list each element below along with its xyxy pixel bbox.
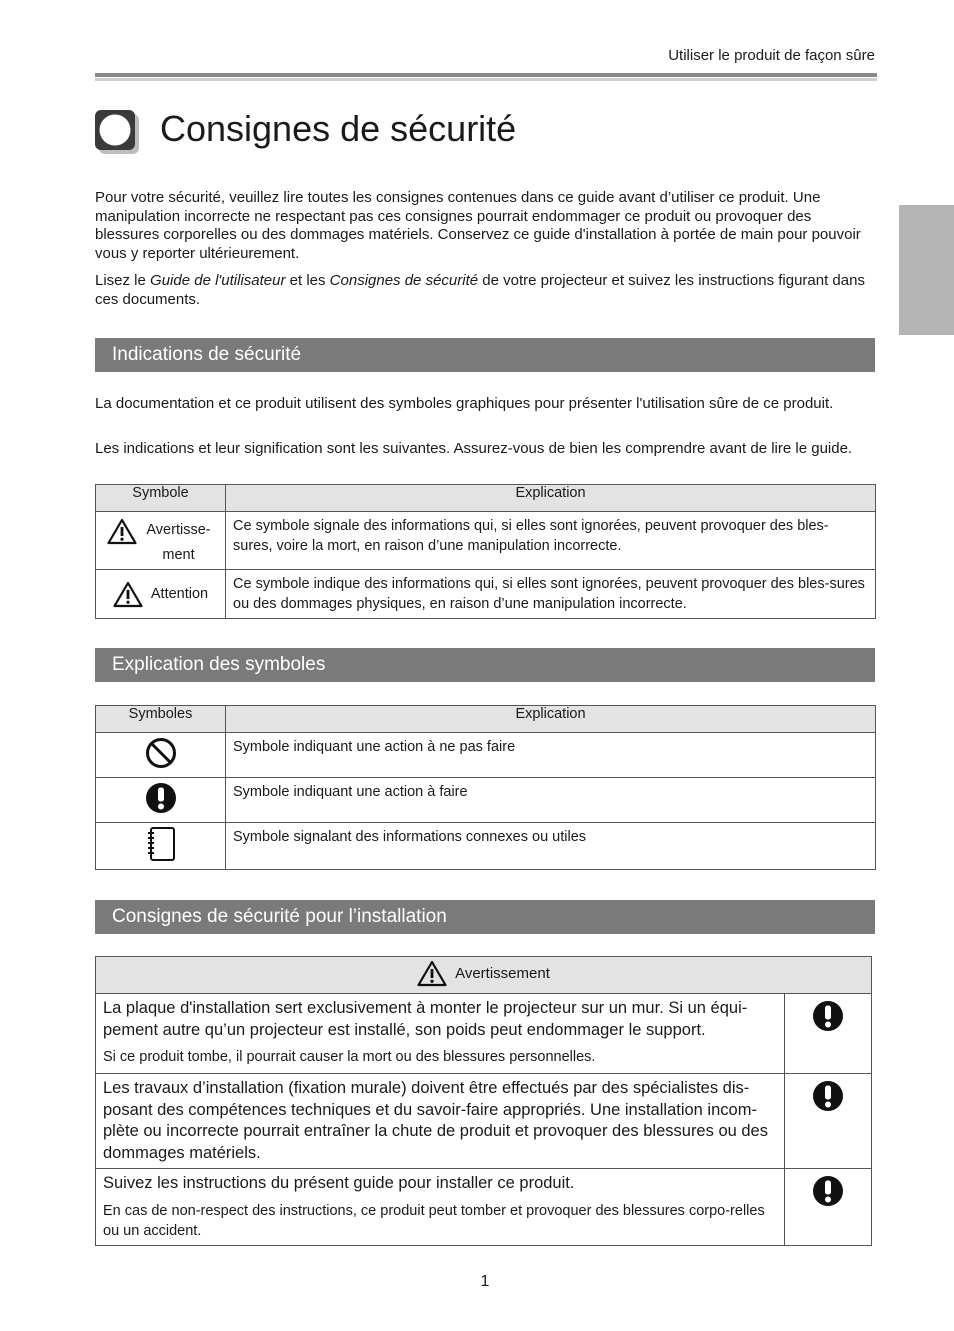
page-title: Consignes de sécurité xyxy=(160,108,517,149)
table-row xyxy=(96,733,876,778)
running-header: Utiliser le produit de façon sûre xyxy=(668,47,875,64)
section-heading-symbols: Explication des symboles xyxy=(95,648,875,682)
table-row xyxy=(96,1169,872,1246)
section1-paragraph-1: La documentation et ce produit utilisent des symboles graphiques pour présenter l'utilisation sûre de ce produit. xyxy=(95,395,834,412)
explanation-cell: Ce symbole indique des informations qui, si elles sont ignorées, peuvent provoquer des bles-sures ou des dommages physiques, en raison d’une manipulation incorrecte. xyxy=(226,570,876,619)
warning-text: La plaque d'installation sert exclusivement à monter le projecteur sur un mur. Si un équi-pement autre qu’un projecteur est installé, son poids peut endommager le support. xyxy=(103,999,748,1039)
warning-text: Les travaux d’installation (fixation murale) doivent être effectués par des spécialistes dis-posant des compétences techniques et du savoir-faire appropriés. Une installation incom-plète ou incorrecte pourrait entraîner la chute de produit et provoquer des blessures ou des dommages matériels. xyxy=(103,1079,768,1162)
table-header-explanation: Explication xyxy=(226,706,876,733)
table-row xyxy=(96,778,876,823)
explanation-cell: Symbole indiquant une action à faire xyxy=(226,778,876,823)
symbol-label: Attention xyxy=(150,586,209,602)
symbol-label: Avertisse-ment xyxy=(146,521,211,563)
header-rule xyxy=(95,73,877,77)
notebook-icon xyxy=(145,826,177,862)
indications-table xyxy=(95,484,876,619)
warning-triangle-icon xyxy=(113,581,143,608)
header-rule-light xyxy=(95,78,877,81)
warning-consequence: En cas de non-respect des instructions, ce produit peut tomber et provoquer des blessures corpo-relles ou un accident. xyxy=(103,1202,765,1239)
explanation-cell: Ce symbole signale des informations qui, si elles sont ignorées, peuvent provoquer des bles-sures, voire la mort, en raison d’une manipulation incorrecte. xyxy=(226,512,876,570)
mandatory-action-icon xyxy=(812,1000,844,1032)
side-thumb-tab xyxy=(899,205,954,335)
warning-triangle-icon xyxy=(417,960,447,987)
table-row xyxy=(96,994,872,1074)
explanation-cell: Symbole indiquant une action à ne pas faire xyxy=(226,733,876,778)
section-heading-installation: Consignes de sécurité pour l’installation xyxy=(95,900,875,934)
symbols-table xyxy=(95,705,876,870)
warning-triangle-icon xyxy=(107,518,137,545)
table-header-explanation: Explication xyxy=(226,485,876,512)
chapter-square-icon xyxy=(95,110,139,154)
explanation-cell: Symbole signalant des informations connexes ou utiles xyxy=(226,823,876,870)
table-row xyxy=(96,823,876,870)
warning-text: Suivez les instructions du présent guide pour installer ce produit. xyxy=(103,1174,575,1192)
table-row xyxy=(96,1074,872,1169)
table-header-symbol: Symbole xyxy=(96,485,226,512)
mandatory-action-icon xyxy=(145,782,177,814)
intro-paragraph-1: Pour votre sécurité, veuillez lire toutes les consignes contenues dans ce guide avant d’utiliser ce produit. Une manipulation incorrecte ne respectant pas ces consignes pourrait endommager ce produit ou provoquer des blessures corporelles ou des dommages matériels. Conservez ce guide d'installation à portée de main pour pouvoir vous y reporter ultérieurement. xyxy=(95,189,861,262)
section-heading-indications: Indications de sécurité xyxy=(95,338,875,372)
prohibited-icon xyxy=(145,737,177,769)
section1-paragraph-2: Les indications et leur signification sont les suivantes. Assurez-vous de bien les comprendre avant de lire le guide. xyxy=(95,440,853,457)
table-row xyxy=(96,570,876,619)
intro-paragraph-2: Lisez le Guide de l'utilisateur et les Consignes de sécurité de votre projecteur et suivez les instructions figurant dans ces documents. xyxy=(95,272,865,308)
mandatory-action-icon xyxy=(812,1080,844,1112)
table-header-symbols: Symboles xyxy=(96,706,226,733)
warning-consequence: Si ce produit tombe, il pourrait causer la mort ou des blessures personnelles. xyxy=(103,1049,596,1065)
mandatory-action-icon xyxy=(812,1175,844,1207)
warning-header-label: Avertissement xyxy=(455,964,550,982)
page-number: 1 xyxy=(480,1273,490,1290)
installation-warnings-table xyxy=(95,956,872,1246)
table-row xyxy=(96,512,876,570)
